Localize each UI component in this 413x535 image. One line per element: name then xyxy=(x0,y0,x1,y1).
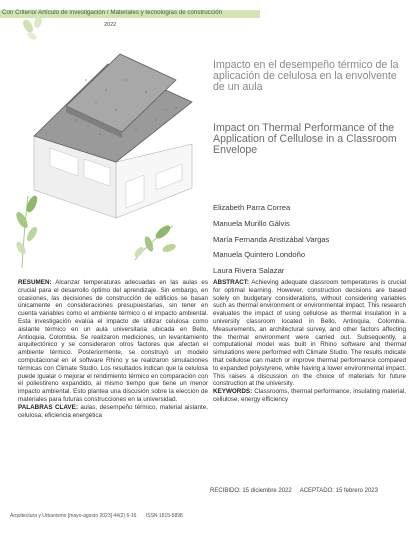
palabras-clave-text: aulas, desempeño térmico, material aislante, celulosa, eficiencia energética xyxy=(18,403,209,419)
title-spanish: Impacto en el desempeño térmico de la aplicación de celulosa en la envolvente de un aula xyxy=(213,59,399,93)
resumen-paragraph xyxy=(18,279,208,404)
abstract-column xyxy=(213,279,406,404)
author-name: Laura Rivera Salazar xyxy=(213,266,285,276)
leaf-decoration-left-icon xyxy=(14,190,54,270)
issn-label: ISSN 1815-5898 xyxy=(145,513,183,519)
section-label: Con Criterio/ Artículo de investigación / Materiales y tecnologías de construcción xyxy=(2,9,223,16)
resumen-label: RESUMEN: xyxy=(18,279,52,286)
journal-citation: Arquitectura y Urbanismo [mayo-agosto 2023] 44(2) 6-16 xyxy=(10,513,137,519)
abstract-label: ABSTRACT: xyxy=(213,279,250,286)
year-label: 2022 xyxy=(104,22,117,28)
author-name: Elizabeth Parra Correa xyxy=(213,203,291,212)
palabras-clave-label: PALABRAS CLAVE: xyxy=(18,403,78,411)
abstract-paragraph xyxy=(213,279,406,388)
title-english: Impact on Thermal Performance of the Application of Cellulose in a Classroom Envelope xyxy=(213,122,397,156)
accepted-date: ACEPTADO: 15 febrero 2023 xyxy=(299,488,378,494)
author-name: María Fernanda Aristizábal Vargas xyxy=(213,234,330,244)
author-name: Manuela Quintero Londoño xyxy=(213,250,306,260)
resumen-text: Alcanzar temperaturas adecuadas en las aulas es crucial para el desarrollo óptimo del aprendizaje. Sin embargo, en ocasiones, las decisiones de construcción de edificios se basan únicamente en consideraciones presupuestarias, sin tener en cuenta variables como el ambiente térmico o el impacto ambiental. Esta investigación evalúa el impacto de utilizar celulosa como aislante térmico en un aula universitaria ubicada en Bello, Antioquia, Colombia. Se realizaron mediciones, un levantamiento arquitectónico y se consideraron otros factores que afectan el ambiente térmico. Posteriormente, se construyó un modelo computacional en el software Rhino y se realizaron simulaciones térmicas con Climate Studio. Los resultados indican que la celulosa puede igualar o mejorar el rendimiento térmico en comparación con el poliestireno expandido, al mismo tiempo que tiene un menor impacto ambiental. Esto plantea una discusión sobre la elección de materiales para futuras construcciones en la universidad. xyxy=(18,279,208,403)
received-date: RECIBIDO: 15 diciembre 2022 xyxy=(210,488,292,494)
page-footer xyxy=(10,513,191,519)
keywords-paragraph xyxy=(213,388,406,404)
author-name: Manuela Murillo Gálvis xyxy=(213,218,290,228)
keywords-text: Classrooms, thermal performance, insulating material, cellulose, energy efficiency xyxy=(213,388,406,403)
palabras-clave-paragraph xyxy=(18,404,208,420)
keywords-label: KEYWORDS: xyxy=(213,388,253,396)
resumen-column xyxy=(18,279,208,419)
abstract-text: Achieving adequate classroom temperatures is crucial for optimal learning. However, construction decisions are based solely on budgetary considerations, without considering variables such as thermal environment or environmental impact. This research evaluates the impact of using cellulose as thermal insulation in a university classroom located in Bello, Antioquia, Colombia. Measurements, an architectural survey, and other factors affecting the thermal environment were carried out. Subsequently, a computational model was built in Rhino software and thermal simulations were performed with Climate Studio. The results indicate that cellulose can match or improve thermal performance compared to expanded polystyrene, while having a lower environmental impact. This raises a discussion on the choice of materials for future construction at the university. xyxy=(213,279,406,388)
author-list xyxy=(213,200,409,279)
leaf-decoration-right-icon xyxy=(125,222,180,262)
dates-line xyxy=(210,488,378,494)
